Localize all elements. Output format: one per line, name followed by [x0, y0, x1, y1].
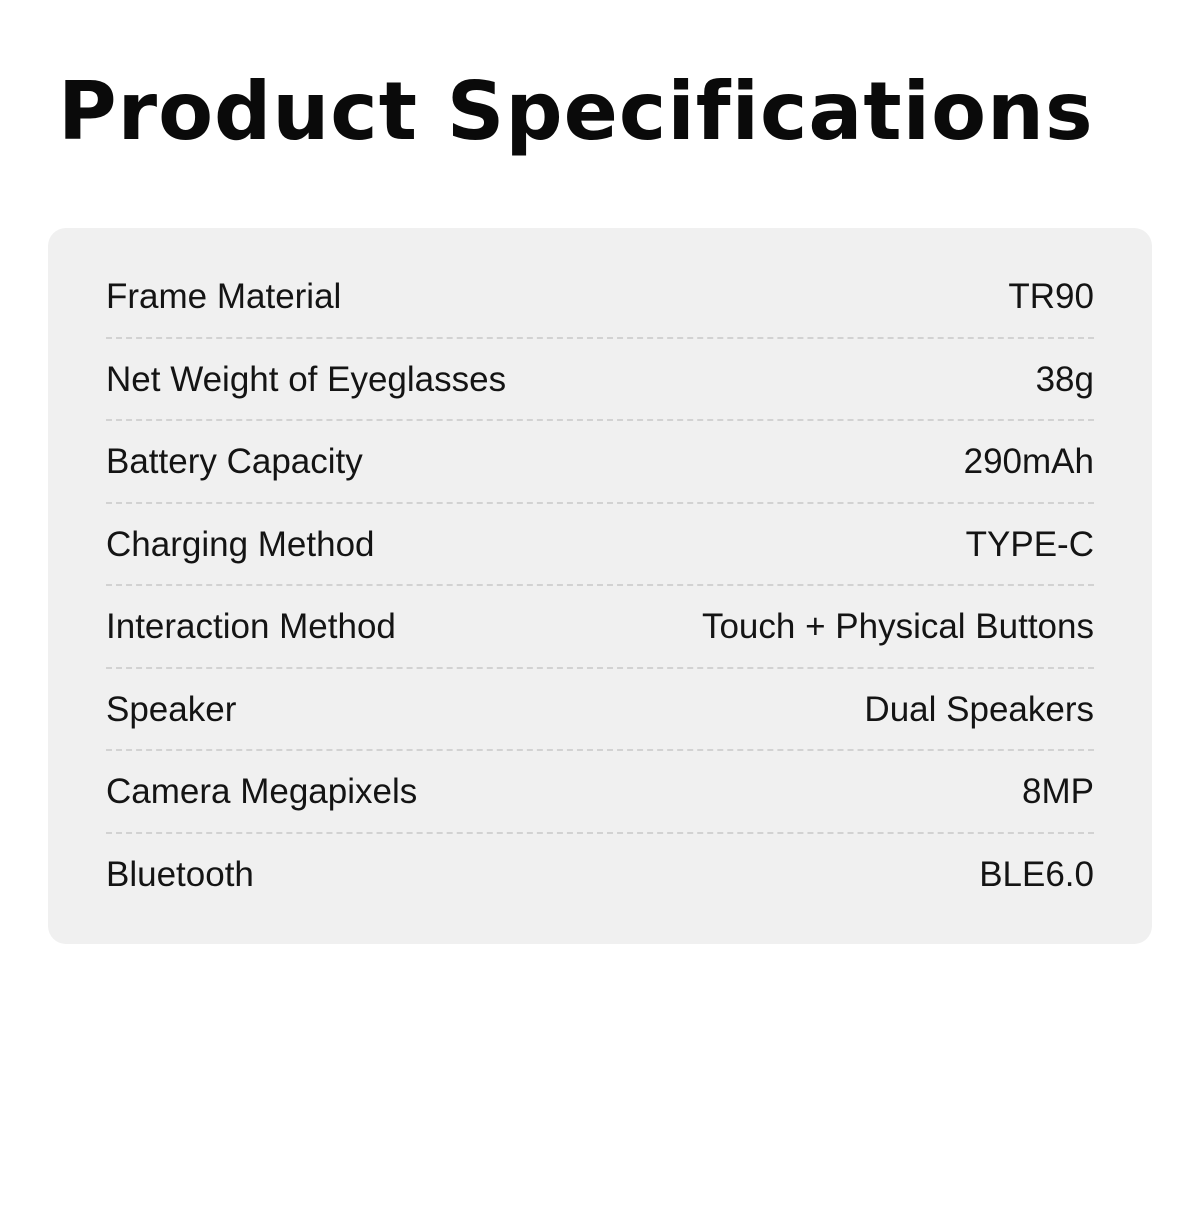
- spec-label: Net Weight of Eyeglasses: [106, 359, 507, 399]
- spec-value: TR90: [1008, 277, 1094, 316]
- spec-label: Battery Capacity: [106, 442, 363, 481]
- spec-label: Charging Method: [106, 524, 375, 564]
- table-row: [106, 669, 1094, 752]
- table-row: [106, 256, 1094, 339]
- spec-value: BLE6.0: [979, 854, 1094, 894]
- spec-label: Bluetooth: [106, 854, 254, 894]
- table-row: [106, 339, 1094, 422]
- specifications-card: [48, 228, 1152, 944]
- spec-label: Interaction Method: [106, 607, 396, 646]
- table-row: [106, 586, 1094, 669]
- spec-label: Frame Material: [106, 277, 342, 316]
- spec-label: Speaker: [106, 689, 237, 729]
- spec-label: Camera Megapixels: [106, 772, 418, 811]
- spec-value: 38g: [1035, 359, 1094, 399]
- table-row: [106, 421, 1094, 504]
- table-row: [106, 834, 1094, 915]
- page-title: Product Specifications: [58, 65, 1094, 158]
- table-row: [106, 751, 1094, 834]
- spec-value: 290mAh: [963, 442, 1094, 481]
- spec-value: Dual Speakers: [864, 689, 1094, 729]
- spec-value: 8MP: [1022, 772, 1094, 811]
- spec-value: TYPE-C: [965, 524, 1094, 564]
- spec-value: Touch + Physical Buttons: [701, 607, 1094, 646]
- table-row: [106, 504, 1094, 587]
